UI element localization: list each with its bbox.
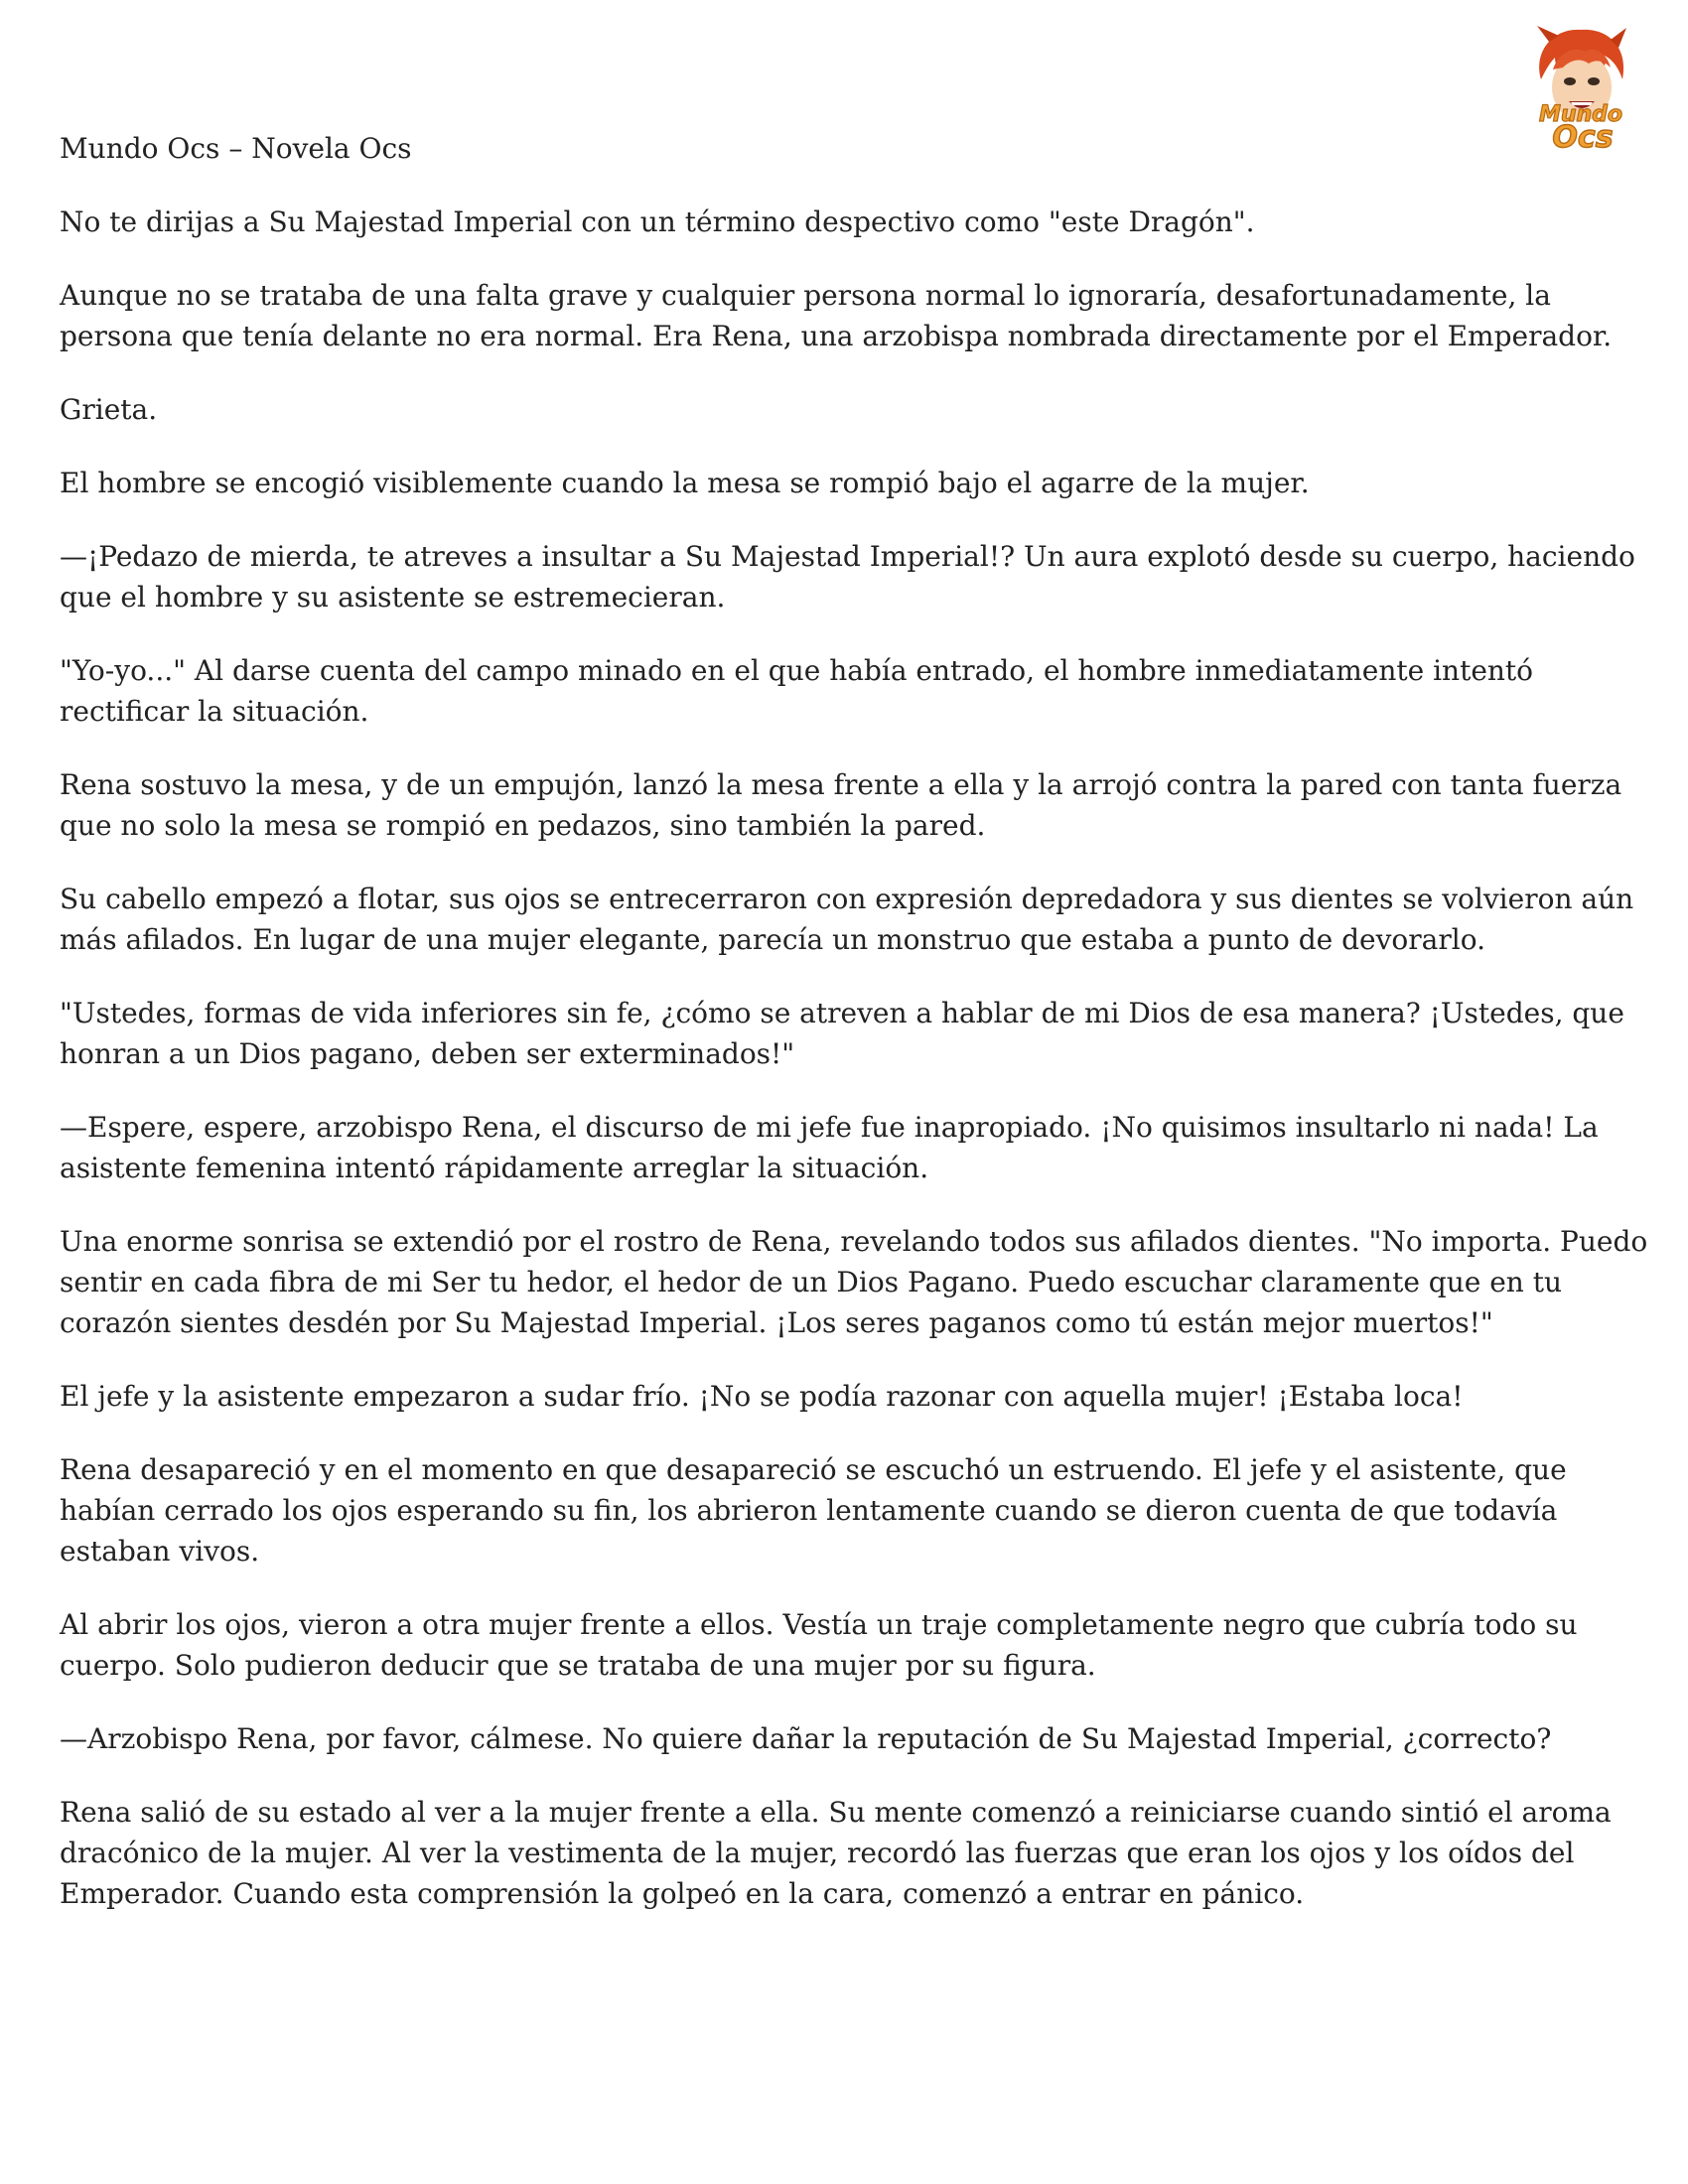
logo-text-ocs: Ocs — [1552, 120, 1614, 155]
document-body — [60, 202, 1648, 1947]
paragraph: Una enorme sonrisa se extendió por el rostro de Rena, revelando todos sus afilados dientes. "No importa. Puedo sentir en cada fibra de mi Ser tu hedor, el hedor de un Dios Pagano. Puedo escuchar claramente que en tu corazón sientes desdén por Su Majestad Imperial. ¡Los seres paganos como tú están mejor muertos!" — [60, 1225, 1648, 1339]
paragraph: Aunque no se trataba de una falta grave y cualquier persona normal lo ignoraría, desafortunadamente, la persona que tenía delante no era normal. Era Rena, una arzobispa nombrada directamente por el Emperador. — [60, 279, 1613, 352]
paragraph: Al abrir los ojos, vieron a otra mujer frente a ellos. Vestía un traje completamente negro que cubría todo su cuerpo. Solo pudieron deducir que se trataba de una mujer por su figura. — [60, 1608, 1578, 1682]
logo-text-mundo: Mundo — [1538, 102, 1623, 127]
paragraph: "Yo-yo..." Al darse cuenta del campo minado en el que había entrado, el hombre inmediatamente intentó rectificar la situación. — [60, 654, 1534, 728]
paragraph: No te dirijas a Su Majestad Imperial con un término despectivo como "este Dragón". — [60, 205, 1255, 238]
paragraph: Rena desapareció y en el momento en que desapareció se escuchó un estruendo. El jefe y el asistente, que habían cerrado los ojos esperando su fin, los abrieron lentamente cuando se dieron cuenta de que todavía estaban vivos. — [60, 1453, 1567, 1568]
document-header: Mundo Ocs – Novela Ocs — [60, 132, 412, 165]
paragraph: —Arzobispo Rena, por favor, cálmese. No quiere dañar la reputación de Su Majestad Imperial, ¿correcto? — [60, 1722, 1552, 1755]
paragraph: El jefe y la asistente empezaron a sudar frío. ¡No se podía razonar con aquella mujer! ¡Estaba loca! — [60, 1380, 1464, 1413]
paragraph: Grieta. — [60, 393, 158, 426]
paragraph: Rena salió de su estado al ver a la mujer frente a ella. Su mente comenzó a reiniciarse cuando sintió el aroma dracónico de la mujer. Al ver la vestimenta de la mujer, recordó las fuerzas que eran los ojos y los oídos del Emperador. Cuando esta comprensión la golpeó en la cara, comenzó a entrar en pánico. — [60, 1796, 1612, 1910]
paragraph: Rena sostuvo la mesa, y de un empujón, lanzó la mesa frente a ella y la arrojó contra la pared con tanta fuerza que no solo la mesa se rompió en pedazos, sino también la pared. — [60, 768, 1622, 842]
paragraph: "Ustedes, formas de vida inferiores sin fe, ¿cómo se atreven a hablar de mi Dios de esa manera? ¡Ustedes, que honran a un Dios pagano, deben ser exterminados!" — [60, 997, 1624, 1070]
paragraph: Su cabello empezó a flotar, sus ojos se entrecerraron con expresión depredadora y sus dientes se volvieron aún más afilados. En lugar de una mujer elegante, parecía un monstruo que estaba a punto de devorarlo. — [60, 883, 1634, 956]
paragraph: —¡Pedazo de mierda, te atreves a insultar a Su Majestad Imperial!? Un aura explotó desde su cuerpo, haciendo que el hombre y su asistente se estremecieran. — [60, 540, 1635, 614]
mundo-ocs-logo — [1519, 22, 1643, 156]
paragraph: —Espere, espere, arzobispo Rena, el discurso de mi jefe fue inapropiado. ¡No quisimos insultarlo ni nada! La asistente femenina intentó rápidamente arreglar la situación. — [60, 1111, 1599, 1184]
paragraph: El hombre se encogió visiblemente cuando la mesa se rompió bajo el agarre de la mujer. — [60, 467, 1310, 499]
